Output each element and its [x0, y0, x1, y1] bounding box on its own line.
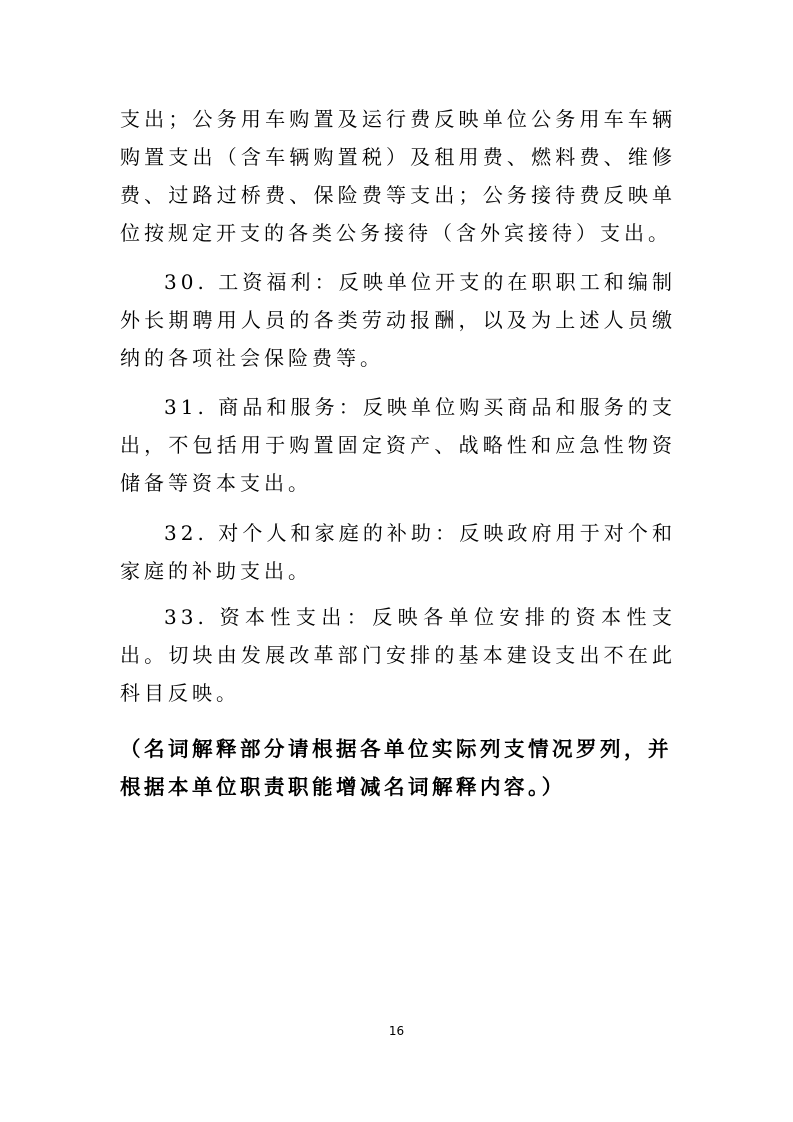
paragraph-item-30: 30. 工资福利：反映单位开支的在职职工和编制外长期聘用人员的各类劳动报酬，以及为上述人员缴纳的各项社会保险费等。: [120, 270, 676, 370]
paragraph-continued: 支出；公务用车购置及运行费反映单位公务用车车辆购置支出（含车辆购置税）及租用费、燃料费、维修费、过路过桥费、保险费等支出；公务接待费反映单位按规定开支的各类公务接待（含外宾接待）支出。: [120, 107, 676, 245]
page-number: 16: [388, 1024, 405, 1038]
instruction-note: （名词解释部分请根据各单位实际列支情况罗列，并根据本单位职责职能增减名词解释内容。）: [120, 737, 672, 799]
paragraph-item-32: 32. 对个人和家庭的补助：反映政府用于对个和家庭的补助支出。: [120, 521, 676, 583]
paragraph-item-33: 33. 资本性支出：反映各单位安排的资本性支出。切块由发展改革部门安排的基本建设支出不在此科目反映。: [120, 605, 676, 705]
paragraph-item-31: 31. 商品和服务：反映单位购买商品和服务的支出，不包括用于购置固定资产、战略性和应急性物资储备等资本支出。: [120, 395, 676, 495]
